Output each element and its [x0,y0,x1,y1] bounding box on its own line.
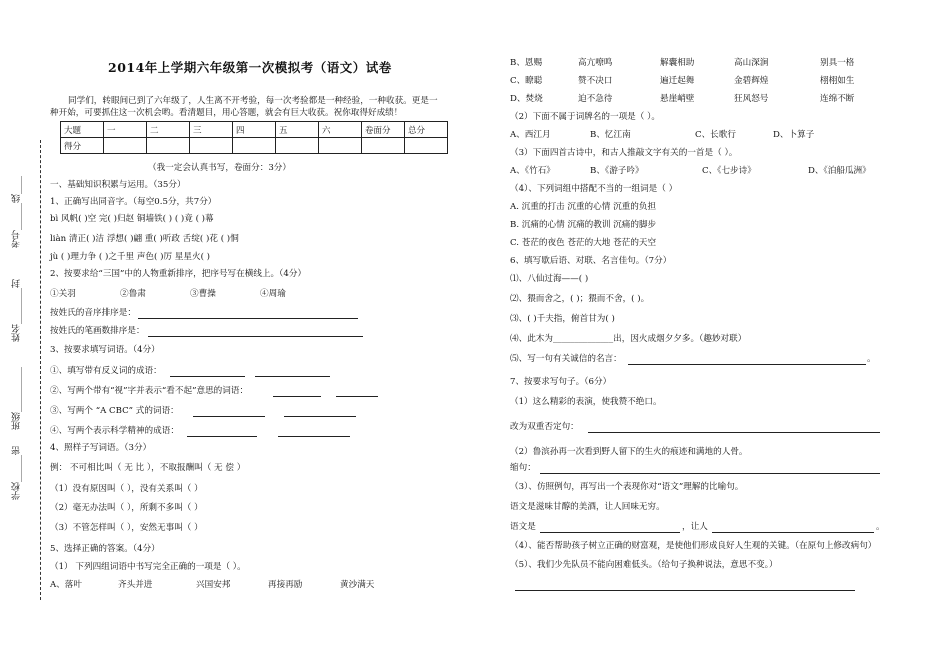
q2-pinyin-order-label: 按姓氏的音序排序是： [50,308,136,318]
q5-4-option-c: C. 苍茫的夜色 苍茫的大地 苍茫的天空 [510,238,657,248]
q7-5-question: （5）、我们少先队员不能向困难低头。（给句子换种说法，意思不变。） [510,560,778,570]
score-cell[interactable] [147,138,190,154]
q5-1-option-d: D、焚烧 迫不急待 悬崖峭壁 狂风怒号 连绵不断 [510,94,855,104]
exam-title: 2014年上学期六年级第一次模拟考（语文）试卷 [108,60,392,75]
q5-4-option-a: A. 沉重的打击 沉重的心情 沉重的负担 [510,202,657,212]
q3-c-answer-1[interactable] [193,416,265,417]
side-field-class: 班级__________ [12,367,22,430]
q2-item: ②鲁肃 [120,289,146,299]
score-cell[interactable] [319,138,362,154]
q6-5-period: 。 [867,354,876,364]
q5-1-option-a: A、落叶 齐头并进 兴国安邦 再接再励 黄沙满天 [50,580,375,590]
score-cell[interactable] [233,138,276,154]
writing-note: （我一定会认真书写，卷面分：3分） [148,163,291,173]
intro-line-2: 种开始，可要抓住这一次机会哟。看清题目，用心答题，就会有巨大收获。祝你取得好成绩！ [50,108,403,118]
score-cell[interactable] [190,138,233,154]
q5-3-question: （3）下面四首古诗中，和古人推敲文字有关的一首是（ ）。 [510,148,738,158]
score-cell[interactable] [104,138,147,154]
q7-3-prefix: 语文是 [510,522,536,532]
q4-item-2: （2）毫无办法叫（ ），所剩不多叫（ ） [50,503,203,513]
q5-1-question: （1） 下列四组词语中书写完全正确的一项是（ ）。 [50,562,246,572]
q1-row-bi: bì 风帆( )空 完( )归赵 铜墙铁( ) ( )竟 ( )幕 [50,214,214,224]
q1-row-lian: liàn 清正( )洁 浮想( )翩 重( )听政 舌绽( )花 ( )恫 [50,234,239,244]
q2-item: ③曹操 [190,289,216,299]
q5-heading: 5、选择正确的答案。（4分） [50,544,160,554]
q7-5-answer[interactable] [515,590,855,591]
score-cell[interactable] [405,138,448,154]
q4-heading: 4、照样子写词语。（3分） [50,443,152,453]
score-row-label: 得分 [61,138,104,154]
q7-heading: 7、按要求写句子。（6分） [510,377,612,387]
q2-item: ④周瑜 [260,289,286,299]
q6-2: ⑵、猥而舍之，( )；猥而不舍，( )。 [510,294,650,304]
q5-2-question: （2）下面不属于词牌名的一项是（ ）。 [510,112,660,122]
q7-3-answer-1[interactable] [540,532,680,533]
q5-3-options: A、《竹石》 B、《游子吟》 C、《七步诗》 D、《泊船瓜洲》 [510,166,871,176]
q3-c-label: ③、写两个 “A CBC” 式的词语： [50,406,179,416]
q3-d-answer-1[interactable] [187,436,257,437]
score-header: 大题 [61,122,104,138]
q7-3-middle: ，让人 [682,522,708,532]
q2-item: ①关羽 [50,289,76,299]
q7-4-question: （4）、能否帮助孩子树立正确的财富观，是使他们形成良好人生观的关键。（在原句上修改病句） [510,541,877,551]
intro-line-1: 同学们，转眼间已到了六年级了，人生离不开考验，每一次考验都是一种经验，一种收获。更是一 [68,96,438,106]
q3-a-label: ①、填写带有反义词的成语： [50,366,162,376]
q5-1-option-c: C、瞭聪 赞不决口 遍迁起舞 金碧辉煌 栩栩如生 [510,76,855,86]
q6-4: ⑷、此木为______________出，因火成烟夕夕多。（趣妙对联） [510,334,747,344]
q3-b-label: ②、写两个带有“视”字并表示“看不起”意思的词语： [50,386,249,396]
q3-b-answer-2[interactable] [336,396,378,397]
score-cell[interactable] [362,138,405,154]
side-field-school: 学校______密 [12,446,22,500]
score-header: 四 [233,122,276,138]
score-cell[interactable] [276,138,319,154]
score-header: 总分 [405,122,448,138]
q5-1-option-b: B、恩赐 高亢嘹鸣 解囊相助 高山深涧 别具一格 [510,58,855,68]
side-field-name: 姓名________封 [12,279,22,342]
q5-4-option-b: B. 沉痛的心情 沉痛的教训 沉痛的脚步 [510,220,657,230]
q3-heading: 3、按要求填写词语。（4分） [50,345,160,355]
q3-d-label: ④、写两个表示科学精神的成语： [50,426,179,436]
score-header: 二 [147,122,190,138]
section-1-heading: 一、基础知识积累与运用。（35分） [50,180,186,190]
q4-example: 例： 不可相比叫（ 无 比 ），不取报酬叫（ 无 偿 ） [50,463,246,473]
score-header: 五 [276,122,319,138]
binding-dashed-line [40,140,41,600]
q7-2-label: 缩句： [510,463,536,473]
q1-heading: 1、正确写出同音字。（每空0.5分，共7分） [50,197,217,207]
score-header: 一 [104,122,147,138]
q3-a-answer-2[interactable] [255,376,330,377]
q6-1: ⑴、八仙过海——( ) [510,274,589,284]
q6-heading: 6、填写歇后语、对联、名言佳句。（7分） [510,256,672,266]
q7-2-question: （2）鲁滨孙再一次看到野人留下的生火的痕迹和满地的人骨。 [510,447,748,457]
q7-3-example: 语文是滋味甘醇的美酒，让人回味无穷。 [510,502,665,512]
q6-5-answer[interactable] [628,364,866,365]
q4-item-3: （3）不管怎样叫（ ），安然无事叫（ ） [50,523,203,533]
score-header: 三 [190,122,233,138]
q2-stroke-order-answer[interactable] [148,336,363,337]
q2-pinyin-order-answer[interactable] [138,318,358,319]
q3-c-answer-2[interactable] [284,416,356,417]
q2-stroke-order-label: 按姓氏的笔画数排序是： [50,326,145,336]
q2-heading: 2、按要求给“三国”中的人物重新排序，把序号写在横线上。（4分） [50,269,307,279]
q6-5-label: ⑸、写一句有关诚信的名言： [510,354,622,364]
q3-b-answer-1[interactable] [273,396,321,397]
score-header: 卷面分 [362,122,405,138]
q5-4-question: （4）、下列词组中搭配不当的一组词是（ ） [510,184,678,194]
q3-d-answer-2[interactable] [278,436,350,437]
q7-3-answer-2[interactable] [712,532,874,533]
q7-3-question: （3）、仿照例句，再写出一个表现你对“语文”理解的比喻句。 [510,482,744,492]
q1-row-ju: jù ( )理力争 ( )之千里 声色( )厉 星星火( ) [50,252,211,262]
q7-1-label: 改为双重否定句： [510,422,579,432]
q2-items [50,289,330,300]
q7-1-question: （1）这么精彩的表演，使我赞不绝口。 [510,397,662,407]
q4-item-1: （1）没有原因叫（ ），没有关系叫（ ） [50,484,203,494]
q7-1-answer[interactable] [588,432,880,433]
q3-a-answer-1[interactable] [170,376,245,377]
score-table [60,121,448,154]
q7-3-period: 。 [876,522,885,532]
score-header: 六 [319,122,362,138]
side-field-number: 考号______线____ [12,176,22,248]
q5-2-options: A、西江月 B、忆江南 C、长歌行 D、卜算子 [510,130,815,140]
q7-2-answer[interactable] [540,473,880,474]
q6-3: ⑶、( )千夫指，俯首甘为( ) [510,314,615,324]
